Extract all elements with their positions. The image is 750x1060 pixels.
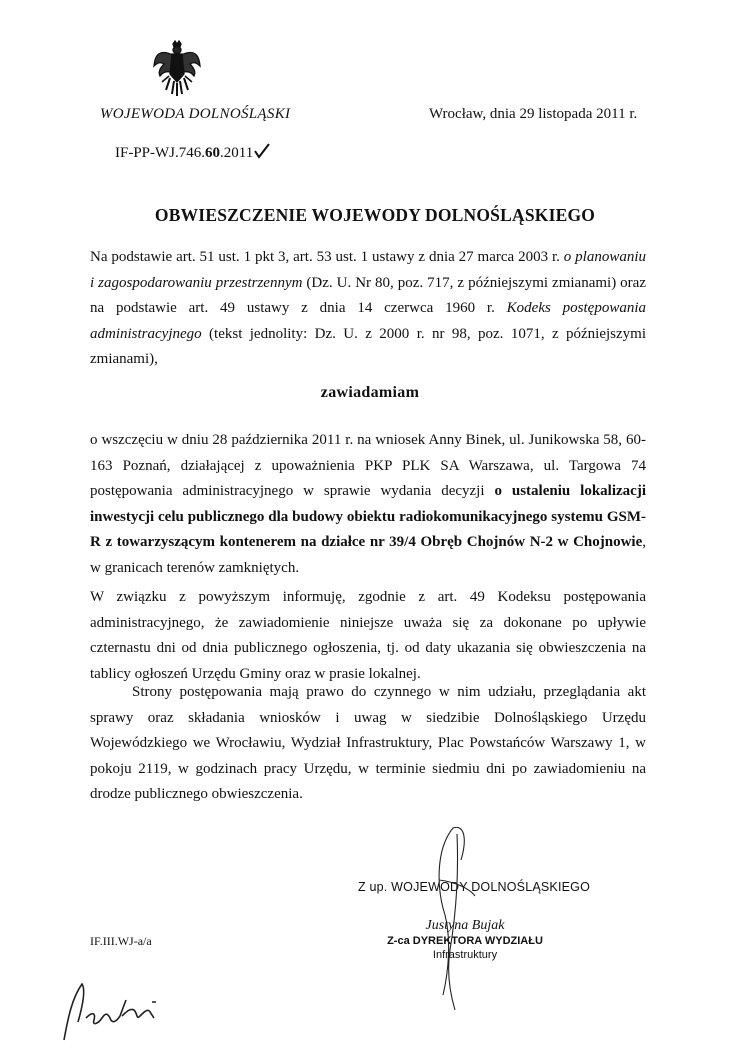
decision-subject: o ustaleniu lokalizacji inwestycji celu publicznego dla budowy obiektu radiokomunikacyjnego systemu GSM-R z towarzyszącym kontenerem na działce nr 39/4 Obręb Chojnów N-2 w Chojnowie [90, 483, 646, 551]
notice-heading: zawiadamiam [320, 384, 420, 401]
handwritten-initials-icon [52, 978, 202, 1048]
reference-prefix: IF-PP-WJ.746. [115, 145, 206, 161]
checkmark-icon [254, 143, 270, 159]
legal-basis-text-2: (Dz. U. Nr 80, poz. 717, z późniejszymi zmianami) oraz na podstawie art. 49 ustawy z dnia 14 czerwca 1960 r. [90, 274, 646, 317]
document-date: Wrocław, dnia 29 listopada 2011 r. [429, 106, 638, 122]
notice-body-text-2: , w granicach terenów zamkniętych. [90, 534, 646, 576]
legal-basis-paragraph [90, 245, 646, 373]
issuing-authority: WOJEWODA DOLNOŚLĄSKI [100, 106, 291, 122]
signature-on-behalf: Z up. WOJEWODY DOLNOŚLĄSKIEGO [358, 880, 591, 894]
legal-basis-text-1: Na podstawie art. 51 ust. 1 pkt 3, art. 53 ust. 1 ustawy z dnia 27 marca 2003 r. [90, 249, 564, 265]
act-title-planning: o planowaniu i zagospodarowaniu przestrzennym [90, 249, 646, 291]
signatory-department: Infrastruktury [432, 949, 498, 961]
act-title-code: Kodeks postępowania administracyjnego [90, 300, 646, 342]
handwritten-signature-icon [395, 820, 485, 1030]
polish-eagle-emblem-icon [152, 40, 202, 98]
notice-body-paragraph [90, 428, 646, 582]
information-paragraph: W związku z powyższym informuję, zgodnie z art. 49 Kodeksu postępowania administracyjnego, że zawiadomienie niniejsze uważa się za dokonane po upływie czternastu dni od dnia publicznego ogłoszenia, tj. od daty ukazania się obwieszczenia na tablicy ogłoszeń Urzędu Gminy oraz w prasie lokalnej. [90, 589, 646, 682]
reference-case-number: 60 [205, 145, 221, 161]
rights-paragraph: Strony postępowania mają prawo do czynnego w nim udziału, przeglądania akt sprawy oraz składania wniosków i uwag w siedzibie Dolnośląskiego Urzędu Wojewódzkiego we Wrocławiu, Wydział Infrastruktury, Plac Powstańców Warszawy 1, w pokoju 2119, w godzinach pracy Urzędu, w terminie siedmiu dni po zawiadomieniu na drodze publicznego obwieszczenia. [90, 684, 646, 803]
signatory-role: Z-ca DYREKTORA WYDZIAŁU [387, 935, 543, 947]
reference-year: .2011 [220, 145, 254, 161]
legal-basis-text-3: (tekst jednolity: Dz. U. z 2000 r. nr 98, poz. 1071, z późniejszymi zmianami), [90, 325, 646, 368]
reference-number [115, 143, 270, 162]
signatory-name: Justyna Bujak [425, 918, 505, 933]
page-title: OBWIESZCZENIE WOJEWODY DOLNOŚLĄSKIEGO [154, 205, 596, 225]
notice-body-text-1: o wszczęciu w dniu 28 października 2011 r. na wniosek Anny Binek, ul. Junikowska 58, 60-163 Poznań, działającej z upoważnienia PKP PLK SA Warszawa, ul. Targowa 74 postępowania administracyjnego w sprawie wydania decyzji [90, 432, 646, 500]
file-code: IF.III.WJ-a/a [90, 934, 152, 948]
